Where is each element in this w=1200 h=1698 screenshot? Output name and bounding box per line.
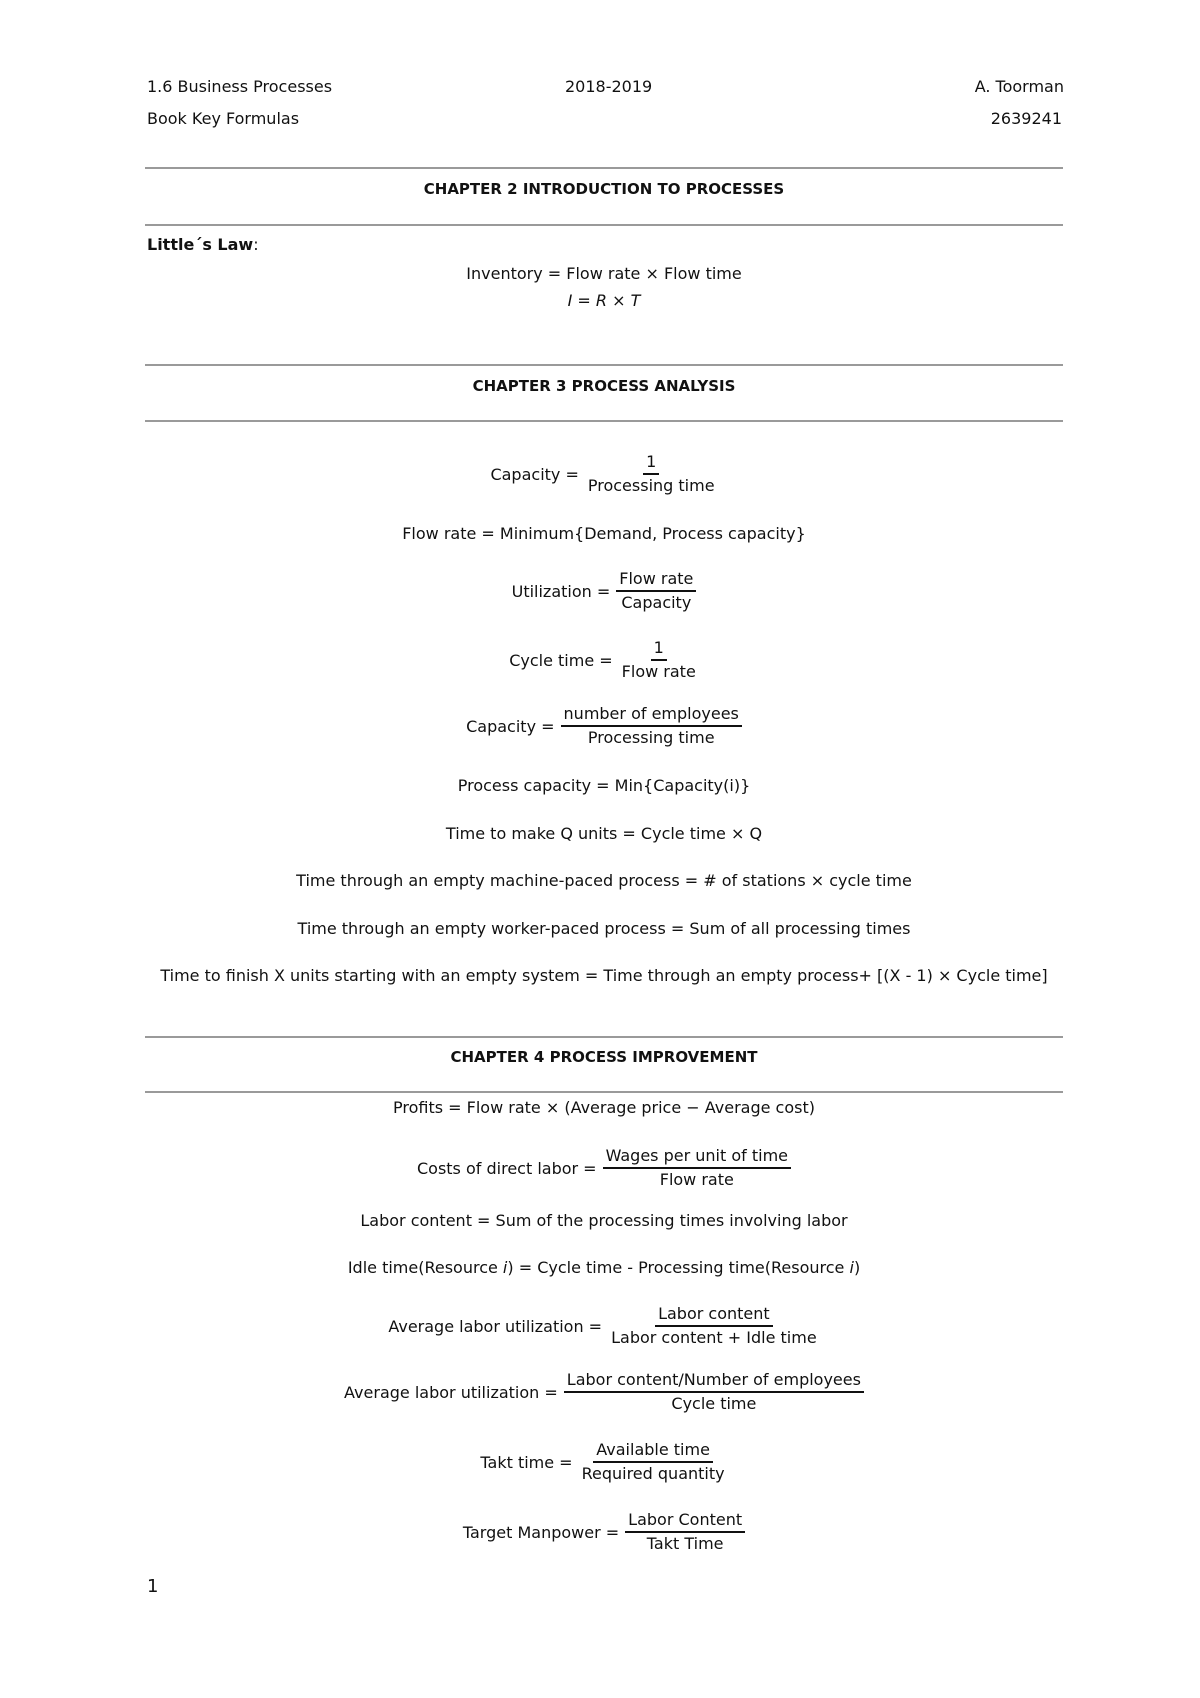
header-student-id: 2639241 <box>990 109 1062 128</box>
fraction-denominator: Takt Time <box>646 1534 724 1553</box>
header-course: 1.6 Business Processes <box>147 77 333 96</box>
fraction-denominator: Required quantity <box>581 1464 725 1483</box>
fraction-numerator: Available time <box>593 1440 713 1463</box>
capacity-lhs: Capacity = <box>490 464 579 484</box>
fraction-numerator: Wages per unit of time <box>603 1146 791 1169</box>
idle-time-part: ) = Cycle time - Processing time(Resource <box>507 1258 850 1277</box>
finish-x-units-formula: Time to finish X units starting with an empty system = Time through an empty process+ [(X - 1) × Cycle time] <box>160 966 1048 985</box>
capacity-employees-lhs: Capacity = <box>466 716 555 736</box>
capacity-employees-fraction <box>561 704 742 748</box>
fraction-denominator: Processing time <box>587 728 715 747</box>
fraction-denominator: Capacity <box>621 593 692 612</box>
fraction-numerator: Labor content/Number of employees <box>564 1370 864 1393</box>
fraction-denominator: Cycle time <box>671 1394 757 1413</box>
time-q-units-formula: Time to make Q units = Cycle time × Q <box>445 824 763 843</box>
cycle-time-fraction <box>619 638 699 682</box>
header-subtitle: Book Key Formulas <box>147 109 300 128</box>
avg-labor-utilization-lhs: Average labor utilization = <box>388 1316 603 1336</box>
fraction-denominator: Processing time <box>587 476 715 495</box>
fraction-numerator: Labor content <box>655 1304 773 1327</box>
takt-time-fraction <box>579 1440 728 1484</box>
profits-formula: Profits = Flow rate × (Average price − Average cost) <box>393 1098 815 1117</box>
littles-law-label-bold: Little´s Law <box>147 235 254 254</box>
fraction-numerator: Labor Content <box>625 1510 745 1533</box>
section-rule <box>145 224 1063 226</box>
idle-time-index: i <box>849 1258 854 1277</box>
fraction-denominator: Flow rate <box>621 662 696 681</box>
page-number: 1 <box>147 1576 159 1597</box>
chapter-2-title: CHAPTER 2 INTRODUCTION TO PROCESSES <box>423 180 785 198</box>
takt-time-lhs: Takt time = <box>480 1452 573 1472</box>
fraction-numerator: 1 <box>643 452 659 475</box>
avg-labor-utilization-formula <box>145 1304 1063 1348</box>
fraction-denominator: Labor content + Idle time <box>611 1328 817 1347</box>
takt-time-formula <box>145 1440 1063 1484</box>
utilization-lhs: Utilization = <box>511 581 611 601</box>
direct-labor-fraction <box>603 1146 791 1190</box>
process-capacity-formula: Process capacity = Min{Capacity(i)} <box>457 776 751 795</box>
capacity-fraction <box>585 452 718 496</box>
header-year: 2018-2019 <box>565 77 653 96</box>
littles-law-label <box>147 235 259 255</box>
worker-paced-formula: Time through an empty worker-paced process = Sum of all processing times <box>297 919 911 938</box>
avg-labor-utilization-fraction <box>608 1304 820 1348</box>
section-rule <box>145 167 1063 169</box>
section-rule <box>145 364 1063 366</box>
cycle-time-formula <box>145 638 1063 682</box>
chapter-3-title: CHAPTER 3 PROCESS ANALYSIS <box>472 377 736 395</box>
idle-time-index: i <box>502 1258 508 1277</box>
section-rule <box>145 1036 1063 1038</box>
avg-labor-utilization-employees-lhs: Average labor utilization = <box>344 1382 558 1402</box>
flow-rate-formula: Flow rate = Minimum{Demand, Process capacity} <box>402 524 806 543</box>
direct-labor-lhs: Costs of direct labor = <box>416 1158 597 1178</box>
littles-law-label-colon: : <box>253 235 259 254</box>
fraction-numerator: 1 <box>651 638 667 661</box>
fraction-numerator: Flow rate <box>616 569 696 592</box>
capacity-formula <box>145 452 1063 496</box>
labor-content-formula: Labor content = Sum of the processing times involving labor <box>360 1211 848 1230</box>
littles-law-symbolic: I = R × T <box>567 291 641 310</box>
direct-labor-formula <box>145 1146 1063 1190</box>
target-manpower-lhs: Target Manpower = <box>462 1522 620 1542</box>
section-rule <box>145 1091 1063 1093</box>
chapter-4-title: CHAPTER 4 PROCESS IMPROVEMENT <box>450 1048 758 1066</box>
target-manpower-fraction <box>625 1510 745 1554</box>
littles-law-formula: Inventory = Flow rate × Flow time <box>466 264 742 283</box>
cycle-time-lhs: Cycle time = <box>509 650 613 670</box>
utilization-fraction <box>616 569 696 613</box>
header-author: A. Toorman <box>974 77 1064 96</box>
avg-labor-utilization-employees-formula <box>145 1370 1063 1414</box>
avg-labor-utilization-employees-fraction <box>564 1370 864 1414</box>
fraction-numerator: number of employees <box>561 704 742 727</box>
idle-time-part: ) <box>853 1258 861 1277</box>
machine-paced-formula: Time through an empty machine-paced process = # of stations × cycle time <box>296 871 912 890</box>
section-rule <box>145 420 1063 422</box>
idle-time-part: Idle time(Resource <box>347 1258 503 1277</box>
fraction-denominator: Flow rate <box>659 1170 734 1189</box>
utilization-formula <box>145 569 1063 613</box>
target-manpower-formula <box>145 1510 1063 1554</box>
capacity-employees-formula <box>145 704 1063 748</box>
idle-time-formula <box>145 1257 1063 1279</box>
